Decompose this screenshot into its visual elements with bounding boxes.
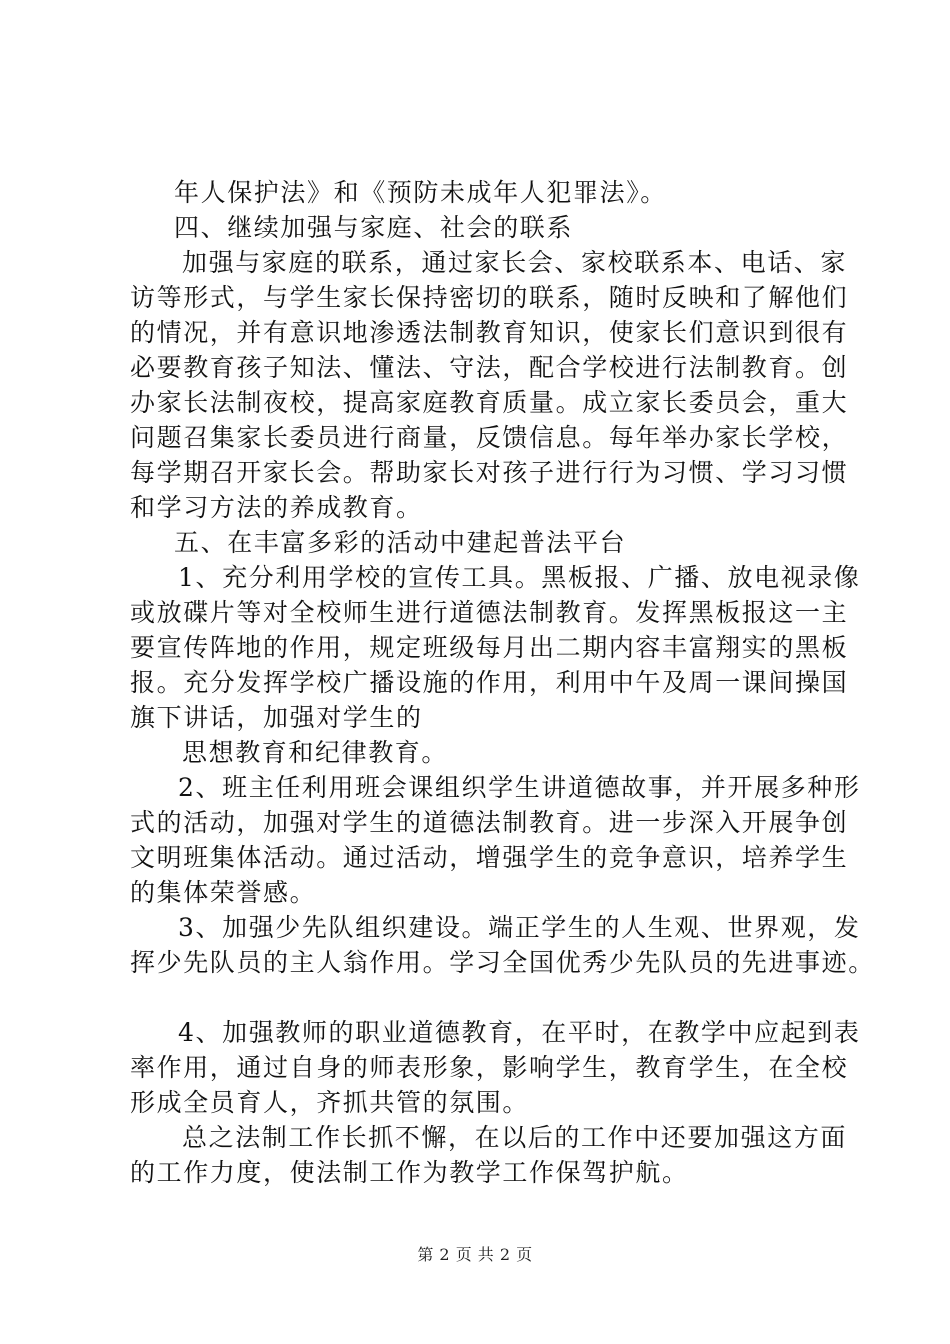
text-line: 1、充分利用学校的宣传工具。黑板报、广播、放电视录像	[178, 563, 861, 592]
text-line: 年人保护法》和《预防未成年人犯罪法》。	[174, 178, 667, 207]
text-line: 问题召集家长委员进行商量，反馈信息。每年举办家长学校，	[130, 423, 849, 452]
text-line: 2、班主任利用班会课组织学生讲道德故事，并开展多种形	[178, 773, 861, 802]
text-line: 的工作力度，使法制工作为教学工作保驾护航。	[130, 1158, 689, 1187]
text-line: 总之法制工作长抓不懈，在以后的工作中还要加强这方面	[182, 1123, 848, 1152]
text-line: 旗下讲话，加强对学生的	[130, 703, 423, 732]
text-line: 每学期召开家长会。帮助家长对孩子进行行为习惯、学习习惯	[130, 458, 849, 487]
text-line: 式的活动，加强对学生的道德法制教育。进一步深入开展争创	[130, 808, 849, 837]
document-body	[130, 175, 875, 1190]
text-line: 挥少先队员的主人翁作用。学习全国优秀少先队员的先进事迹。	[130, 948, 875, 977]
page-footer: 第 2 页 共 2 页	[417, 1245, 533, 1264]
text-line: 3、加强少先队组织建设。端正学生的人生观、世界观，发	[178, 913, 861, 942]
text-line: 思想教育和纪律教育。	[182, 738, 449, 767]
text-line: 要宣传阵地的作用，规定班级每月出二期内容丰富翔实的黑板	[130, 633, 849, 662]
text-line: 4、加强教师的职业道德教育，在平时，在教学中应起到表	[178, 1018, 861, 1047]
text-line: 报。充分发挥学校广播设施的作用，利用中午及周一课间操国	[130, 668, 849, 697]
text-line: 的集体荣誉感。	[130, 878, 317, 907]
text-line: 四、继续加强与家庭、社会的联系	[174, 213, 574, 242]
paragraph-gap	[130, 980, 830, 1015]
text-line: 和学习方法的养成教育。	[130, 493, 423, 522]
text-line: 五、在丰富多彩的活动中建起普法平台	[174, 528, 627, 557]
text-line: 加强与家庭的联系，通过家长会、家校联系本、电话、家	[182, 248, 848, 277]
text-line: 率作用，通过自身的师表形象，影响学生，教育学生，在全校	[130, 1053, 849, 1082]
text-line: 必要教育孩子知法、懂法、守法，配合学校进行法制教育。创	[130, 353, 849, 382]
text-line: 或放碟片等对全校师生进行道德法制教育。发挥黑板报这一主	[130, 598, 849, 627]
text-line: 文明班集体活动。通过活动，增强学生的竞争意识，培养学生	[130, 843, 849, 872]
text-line: 访等形式，与学生家长保持密切的联系，随时反映和了解他们	[130, 283, 849, 312]
text-line: 办家长法制夜校，提高家庭教育质量。成立家长委员会，重大	[130, 388, 849, 417]
text-line: 形成全员育人，齐抓共管的氛围。	[130, 1088, 530, 1117]
text-line: 的情况，并有意识地渗透法制教育知识，使家长们意识到很有	[130, 318, 849, 347]
